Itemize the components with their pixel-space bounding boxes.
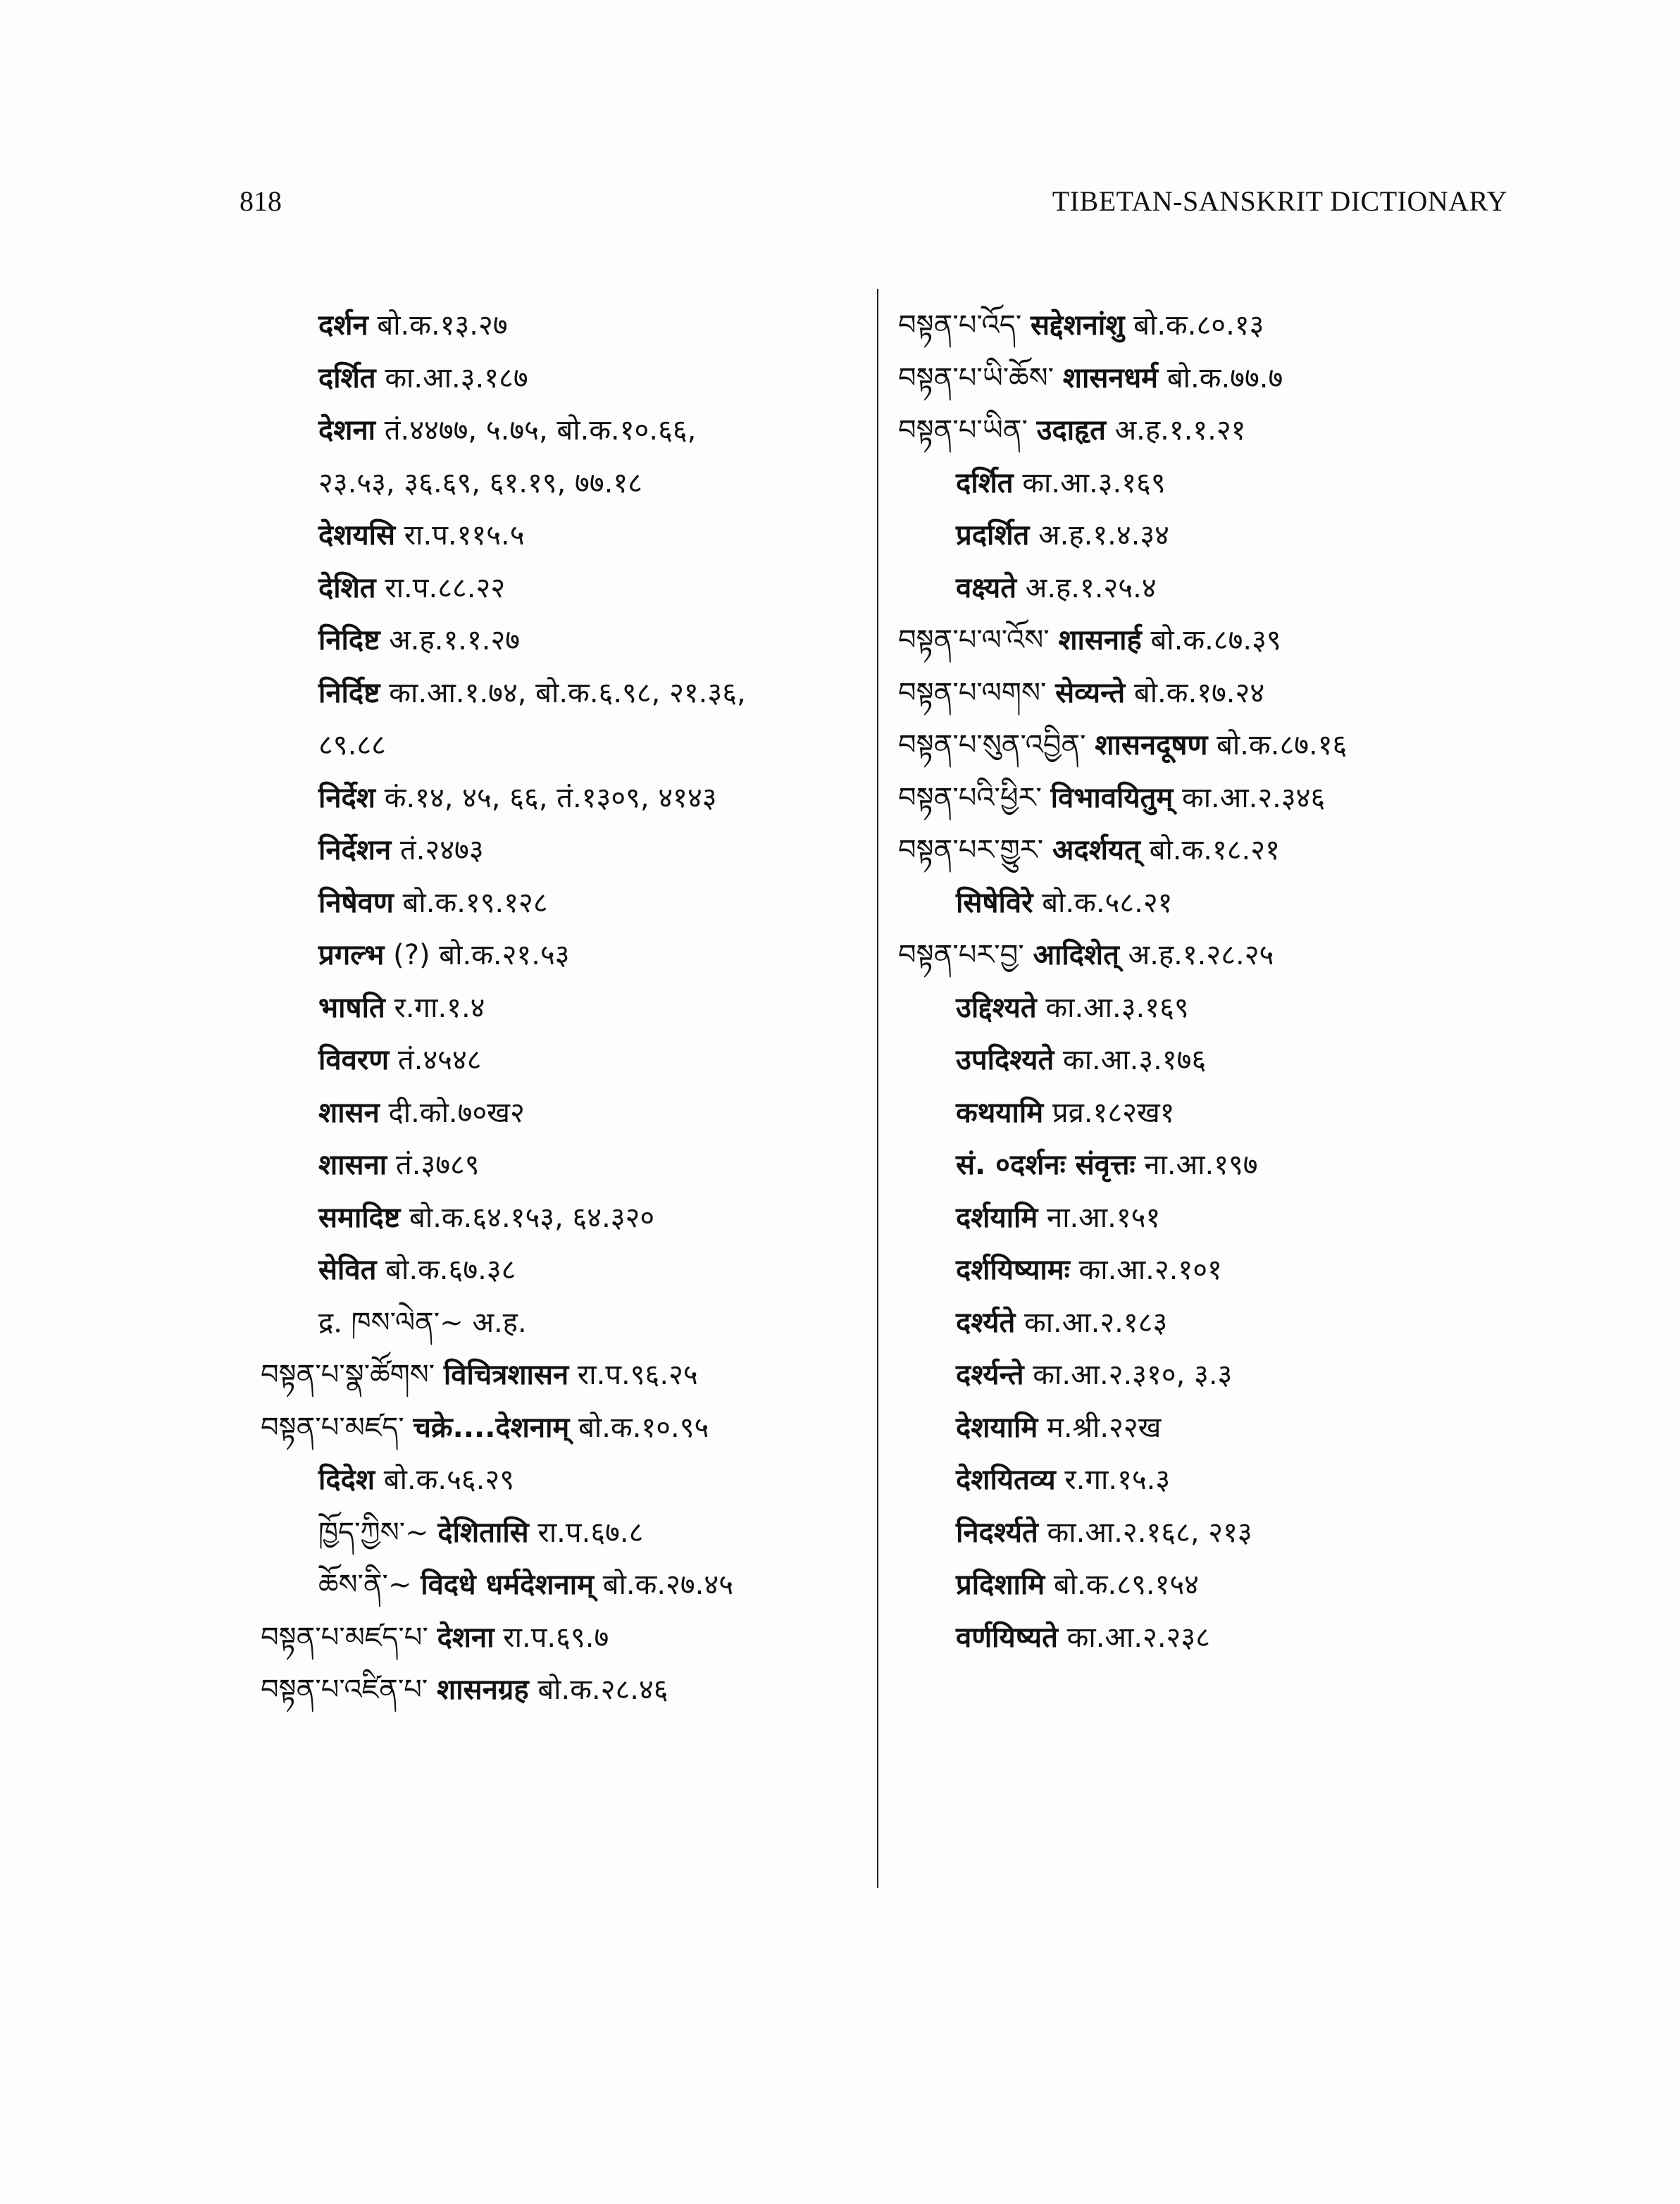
- source-reference: म.श्री.२२ख: [1047, 1411, 1162, 1444]
- dictionary-entry-line: [898, 1612, 1511, 1664]
- sanskrit-headword: निदर्श्यते: [956, 1516, 1038, 1549]
- source-reference: अ.ह.१.२८.२५: [1128, 939, 1274, 971]
- dictionary-entry-line: [898, 1034, 1511, 1087]
- sanskrit-headword: शासन: [318, 1096, 380, 1129]
- dictionary-entry-line: [898, 562, 1511, 615]
- tibetan-term: བསྟན་པ་མཛད་: [261, 1411, 404, 1444]
- dictionary-entry-line: [898, 1454, 1511, 1507]
- sanskrit-headword: निर्दिष्ट: [318, 676, 380, 709]
- sanskrit-headword: सेवित: [318, 1254, 377, 1286]
- sanskrit-headword: दर्श्यन्ते: [956, 1359, 1024, 1391]
- dictionary-entry-line: [898, 1559, 1511, 1612]
- sanskrit-headword: देशित: [318, 571, 376, 604]
- tibetan-term: བསྟན་པར་བྱ་: [898, 939, 1024, 971]
- tibetan-term: བསྟན་པ་སུན་འབྱིན་: [898, 729, 1086, 761]
- dictionary-entry-line: [898, 352, 1511, 405]
- dictionary-entry-line: [898, 982, 1511, 1035]
- sanskrit-headword: देशितासि: [437, 1516, 529, 1549]
- sanskrit-headword: समादिष्ट: [318, 1201, 401, 1234]
- sanskrit-headword: विचित्रशासन: [443, 1359, 569, 1391]
- dictionary-entry-line: [261, 667, 881, 720]
- source-reference: का.आ.२.१६८, २१३: [1047, 1516, 1252, 1549]
- dictionary-entry-line: [898, 1507, 1511, 1559]
- source-reference: रा.प.११५.५: [404, 519, 525, 552]
- dictionary-entry-line: [261, 1192, 881, 1245]
- tibetan-term: བསྟན་པའི་ཕྱིར་: [898, 781, 1042, 814]
- sanskrit-headword: निदिष्ट: [318, 624, 380, 656]
- dictionary-entry-line: [898, 824, 1511, 877]
- tibetan-term: བསྟན་པ་མཛད་པ་: [261, 1621, 428, 1654]
- dictionary-entry-line: [898, 1349, 1511, 1402]
- source-reference: ना.आ.१५१: [1047, 1201, 1161, 1234]
- dictionary-entry-line: [261, 719, 881, 772]
- dictionary-entry-line: [261, 1139, 881, 1192]
- sanskrit-headword: प्रदर्शित: [956, 519, 1030, 552]
- source-reference: बो.क.६४.१५३, ६४.३२०: [409, 1201, 655, 1234]
- sanskrit-headword: दर्शित: [956, 466, 1014, 499]
- dictionary-entry-line: [261, 352, 881, 405]
- sanskrit-headword: दिदेश: [318, 1464, 375, 1496]
- source-reference: तं.३७८९: [395, 1149, 480, 1181]
- source-reference: २३.५३, ३६.६९, ६१.१९, ७७.१८: [318, 466, 642, 499]
- dictionary-entry-line: [898, 929, 1511, 982]
- source-reference: रा.प.६९.७: [503, 1621, 609, 1654]
- tibetan-term: ཆོས་ནི་~: [318, 1569, 412, 1601]
- dictionary-entry-line: [261, 1402, 881, 1455]
- source-reference: अ.ह.१.४.३४: [1038, 519, 1169, 552]
- source-reference: रा.प.६७.८: [537, 1516, 644, 1549]
- sanskrit-headword: शासनधर्म: [1062, 361, 1159, 394]
- sanskrit-headword: प्रगल्भ: [318, 939, 385, 971]
- source-reference: तं.२४७३: [399, 834, 484, 866]
- source-reference: अ.ह.१.१.२१: [1114, 414, 1246, 447]
- sanskrit-headword: सेव्यन्ते: [1055, 676, 1126, 709]
- dictionary-entry-line: [898, 1192, 1511, 1245]
- running-head: TIBETAN-SANSKRIT DICTIONARY: [1052, 185, 1507, 217]
- sanskrit-headword: कथयामि: [956, 1096, 1044, 1129]
- sanskrit-headword: वक्ष्यते: [956, 571, 1017, 604]
- source-reference: बो.क.१९.१२८: [402, 886, 548, 919]
- sanskrit-headword: उद्दिश्यते: [956, 991, 1037, 1024]
- dictionary-entry-line: [898, 719, 1511, 772]
- dictionary-entry-line: [261, 1034, 881, 1087]
- sanskrit-headword: विभावयितुम्: [1050, 781, 1174, 814]
- source-reference: बो.क.२८.४६: [537, 1674, 668, 1706]
- source-reference: बो.क.६७.३८: [385, 1254, 516, 1286]
- source-reference: बो.क.५८.२१: [1042, 886, 1173, 919]
- sanskrit-headword: दर्श्यते: [956, 1306, 1016, 1339]
- dictionary-entry-line: [261, 299, 881, 352]
- source-reference: तं.४४७७, ५.७५, बो.क.१०.६६,: [384, 414, 697, 447]
- sanskrit-headword: सद्देशनांशु: [1031, 309, 1125, 342]
- dictionary-entry-line: [898, 667, 1511, 720]
- source-reference: बो.क.७७.७: [1166, 361, 1283, 394]
- tibetan-term: བསྟན་པར་གྱུར་: [898, 834, 1044, 866]
- source-reference: बो.क.२७.४५: [602, 1569, 733, 1601]
- sanskrit-headword: निर्देशन: [318, 834, 392, 866]
- source-reference: ना.आ.१९७: [1144, 1149, 1258, 1181]
- source-reference: का.आ.३.१८७: [385, 361, 528, 394]
- sanskrit-headword: देशयामि: [956, 1411, 1038, 1444]
- source-reference: दी.को.७०ख२: [388, 1096, 525, 1129]
- dictionary-entry-line: [898, 1297, 1511, 1350]
- source-reference: का.आ.३.१६९: [1045, 991, 1189, 1024]
- dictionary-entry-line: [261, 509, 881, 562]
- page-number: 818: [239, 185, 282, 217]
- source-reference: का.आ.२.१०१: [1078, 1254, 1222, 1286]
- dictionary-entry-line: [261, 1297, 881, 1350]
- source-reference: बो.क.१८.२१: [1149, 834, 1280, 866]
- tibetan-term: བསྟན་པ་ལགས་: [898, 676, 1047, 709]
- source-reference: का.आ.२.२३८: [1066, 1621, 1210, 1654]
- column-divider: [877, 289, 878, 1888]
- left-column: [261, 299, 881, 1717]
- source-reference: बो.क.१७.२४: [1133, 676, 1265, 709]
- dictionary-entry-line: [261, 1664, 881, 1717]
- sanskrit-headword: उपदिश्यते: [956, 1044, 1054, 1076]
- sanskrit-headword: देशना: [318, 414, 375, 447]
- sanskrit-headword: निर्देश: [318, 781, 375, 814]
- tibetan-term: བསྟན་པ་འཛིན་པ་: [261, 1674, 428, 1706]
- dictionary-entry-line: [898, 1139, 1511, 1192]
- source-reference: बो.क.८०.१३: [1133, 309, 1264, 342]
- sanskrit-headword: देशना: [437, 1621, 494, 1654]
- sanskrit-headword: दर्शयिष्यामः: [956, 1254, 1070, 1286]
- source-reference: अ.ह.: [472, 1306, 527, 1339]
- sanskrit-headword: वर्णयिष्यते: [956, 1621, 1058, 1654]
- source-reference: बो.क.८७.३९: [1150, 624, 1281, 656]
- tibetan-term: ཁྱོད་ཀྱིས་~: [318, 1516, 429, 1549]
- sanskrit-headword: प्रदिशामि: [956, 1569, 1045, 1601]
- source-reference: र.गा.१५.३: [1064, 1464, 1171, 1496]
- right-column: [898, 299, 1511, 1664]
- source-reference: का.आ.२.३१०, ३.३: [1033, 1359, 1233, 1391]
- dictionary-entry-line: [261, 929, 881, 982]
- dictionary-entry-line: [898, 509, 1511, 562]
- dictionary-entry-line: [261, 772, 881, 825]
- dictionary-entry-line: [898, 1087, 1511, 1140]
- source-reference: का.आ.३.१६९: [1022, 466, 1166, 499]
- dictionary-entry-line: [261, 1454, 881, 1507]
- sanskrit-headword: सिषेविरे: [956, 886, 1033, 919]
- sanskrit-headword: दर्शित: [318, 361, 376, 394]
- dictionary-entry-line: [261, 614, 881, 667]
- source-reference: तं.४५४८: [397, 1044, 482, 1076]
- sanskrit-headword: चक्रे....देशनाम्: [413, 1411, 570, 1444]
- sanskrit-headword: विवरण: [318, 1044, 390, 1076]
- dictionary-entry-line: [261, 982, 881, 1035]
- source-reference: र.गा.१.४: [394, 991, 485, 1024]
- source-reference: बो.क.८९.१५४: [1053, 1569, 1199, 1601]
- sanskrit-headword: शासनदूषण: [1095, 729, 1208, 761]
- source-reference: बो.क.५६.२९: [383, 1464, 515, 1496]
- sanskrit-headword: दर्शयामि: [956, 1201, 1038, 1234]
- sanskrit-headword: शासनग्रह: [437, 1674, 529, 1706]
- source-reference: बो.क.८७.१६: [1217, 729, 1348, 761]
- source-reference: कं.१४, ४५, ६६, तं.१३०९, ४१४३: [384, 781, 717, 814]
- source-reference: अ.ह.१.१.२७: [389, 624, 521, 656]
- dictionary-entry-line: [261, 1612, 881, 1664]
- source-reference: बो.क.१०.९५: [578, 1411, 709, 1444]
- source-reference: अ.ह.१.२५.४: [1025, 571, 1157, 604]
- dictionary-entry-line: [261, 404, 881, 457]
- dictionary-entry-line: [261, 1507, 881, 1559]
- sanskrit-headword: उदाहृत: [1036, 414, 1106, 447]
- dictionary-entry-line: [898, 877, 1511, 930]
- source-reference: का.आ.२.१८३: [1023, 1306, 1168, 1339]
- sanskrit-headword: निषेवण: [318, 886, 394, 919]
- dictionary-entry-line: [261, 1349, 881, 1402]
- tibetan-term: བསྟན་པ་ལ་འོས་: [898, 624, 1050, 656]
- dictionary-entry-line: [898, 614, 1511, 667]
- source-reference: रा.प.८८.२२: [385, 571, 506, 604]
- tibetan-term: བསྟན་པ་ཡི་ཆོས་: [898, 361, 1054, 394]
- dictionary-entry-line: [898, 1402, 1511, 1455]
- source-reference: बो.क.१३.२७: [377, 309, 508, 342]
- sanskrit-headword: दर्शन: [318, 309, 368, 342]
- sanskrit-headword: शासनार्ह: [1058, 624, 1142, 656]
- dictionary-entry-line: [898, 404, 1511, 457]
- source-reference: का.आ.३.१७६: [1062, 1044, 1207, 1076]
- dictionary-entry-line: [261, 824, 881, 877]
- sanskrit-headword: आदिशेत्: [1033, 939, 1119, 971]
- sanskrit-headword: देशयसि: [318, 519, 396, 552]
- sanskrit-headword: सं. ०दर्शनः संवृत्तः: [956, 1149, 1135, 1181]
- tibetan-term: བསྟན་པ་སྣ་ཚོགས་: [261, 1359, 435, 1391]
- dictionary-entry-line: [261, 1559, 881, 1612]
- source-reference: का.आ.२.३४६: [1181, 781, 1326, 814]
- dictionary-entry-line: [261, 1244, 881, 1297]
- sanskrit-headword: अदर्शयत्: [1052, 834, 1140, 866]
- source-reference: (?) बो.क.२१.५३: [393, 939, 570, 971]
- dictionary-entry-line: [898, 457, 1511, 510]
- source-reference: का.आ.१.७४, बो.क.६.९८, २१.३६,: [389, 676, 746, 709]
- tibetan-term: བསྟན་པ་འོད་: [898, 309, 1022, 342]
- sanskrit-headword: शासना: [318, 1149, 387, 1181]
- dictionary-entry-line: [261, 457, 881, 510]
- tibetan-term: द्र. ཁས་ལེན་~: [318, 1306, 463, 1339]
- sanskrit-headword: देशयितव्य: [956, 1464, 1056, 1496]
- dictionary-entry-line: [898, 772, 1511, 825]
- tibetan-term: བསྟན་པ་ཡིན་: [898, 414, 1028, 447]
- dictionary-entry-line: [898, 299, 1511, 352]
- dictionary-entry-line: [261, 877, 881, 930]
- dictionary-entry-line: [261, 1087, 881, 1140]
- sanskrit-headword: भाषति: [318, 991, 385, 1024]
- dictionary-entry-line: [898, 1244, 1511, 1297]
- sanskrit-headword: विदधे धर्मदेशनाम्: [421, 1569, 595, 1601]
- source-reference: प्रव्र.१८२ख१: [1052, 1096, 1175, 1129]
- source-reference: रा.प.९६.२५: [577, 1359, 698, 1391]
- source-reference: ८९.८८: [318, 729, 386, 761]
- dictionary-entry-line: [261, 562, 881, 615]
